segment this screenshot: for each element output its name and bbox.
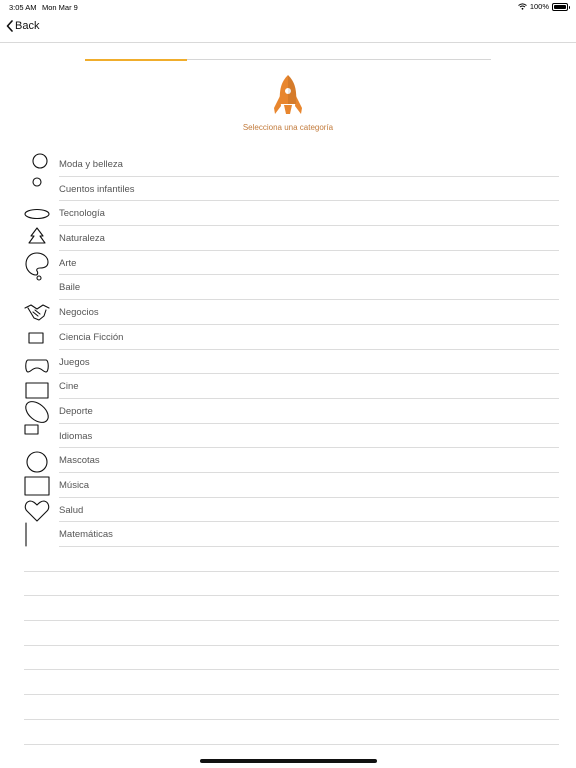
back-label: Back: [15, 20, 40, 32]
category-label: Naturaleza: [59, 233, 105, 245]
progress-bar: [85, 59, 491, 60]
empty-table-row: [24, 596, 559, 621]
progress-fill: [85, 59, 187, 61]
tree-icon: [24, 226, 50, 252]
gamepad-icon: [24, 350, 50, 376]
empty-rows: [24, 547, 559, 745]
home-indicator: [200, 759, 377, 763]
category-row[interactable]: [24, 473, 559, 498]
back-button[interactable]: [6, 20, 39, 32]
status-indicators: [518, 2, 568, 11]
gingerbread-icon: [24, 177, 50, 203]
category-prompt: Selecciona una categoría: [242, 123, 334, 132]
empty-table-row: [24, 720, 559, 745]
palette-icon: [24, 251, 50, 277]
empty-table-row: [24, 572, 559, 597]
category-label: Baile: [59, 282, 81, 294]
empty-table-row: [24, 670, 559, 695]
empty-table-row: [24, 646, 559, 671]
keyboard-icon: [24, 473, 50, 499]
category-row[interactable]: [24, 275, 559, 300]
bar-chart-icon: [24, 522, 50, 548]
chat-bubbles-icon: [24, 424, 50, 450]
category-label: Arte: [59, 257, 77, 269]
category-label: Mascotas: [59, 455, 100, 467]
category-row[interactable]: [24, 399, 559, 424]
handshake-icon: [24, 300, 50, 326]
category-row[interactable]: [24, 300, 559, 325]
category-label: Juegos: [59, 356, 90, 368]
category-label: Cuentos infantiles: [59, 183, 135, 195]
empty-table-row: [24, 621, 559, 646]
category-row[interactable]: [24, 350, 559, 375]
battery-icon: [552, 3, 568, 11]
category-label: Idiomas: [59, 430, 93, 442]
category-row[interactable]: [24, 251, 559, 276]
category-row[interactable]: [24, 325, 559, 350]
category-row[interactable]: [24, 522, 559, 547]
category-label: Música: [59, 479, 90, 491]
category-row[interactable]: [24, 152, 559, 177]
category-label: Matemáticas: [59, 529, 113, 541]
category-row[interactable]: [24, 498, 559, 523]
heartbeat-icon: [24, 498, 50, 524]
robot-icon: [24, 325, 50, 351]
fashion-beauty-icon: [24, 152, 50, 178]
category-list: [24, 152, 559, 547]
category-row[interactable]: [24, 226, 559, 251]
empty-table-row: [24, 547, 559, 572]
rocket-icon: [273, 74, 303, 118]
dancer-icon: [24, 275, 50, 301]
category-label: Moda y belleza: [59, 159, 123, 170]
chevron-left-icon: [6, 20, 13, 32]
category-label: Negocios: [59, 307, 99, 319]
category-row[interactable]: [24, 448, 559, 473]
status-date: Mon Mar 9: [42, 3, 78, 12]
category-label: Tecnología: [59, 208, 105, 220]
empty-table-row: [24, 695, 559, 720]
atom-icon: [24, 201, 50, 227]
category-label: Deporte: [59, 405, 93, 417]
status-bar: [0, 0, 576, 14]
category-row[interactable]: [24, 201, 559, 226]
battery-percent: 100%: [529, 2, 549, 11]
category-label: Cine: [59, 381, 79, 393]
category-label: Ciencia Ficción: [59, 331, 124, 343]
category-label: Salud: [59, 504, 84, 516]
category-row[interactable]: [24, 424, 559, 449]
navigation-bar: [0, 14, 576, 43]
category-row[interactable]: [24, 177, 559, 202]
category-row[interactable]: [24, 374, 559, 399]
clapperboard-icon: [24, 374, 50, 400]
football-icon: [24, 399, 50, 425]
wifi-icon: [518, 3, 527, 10]
pet-icon: [24, 448, 50, 474]
status-time: 3:05 AM: [9, 3, 37, 12]
